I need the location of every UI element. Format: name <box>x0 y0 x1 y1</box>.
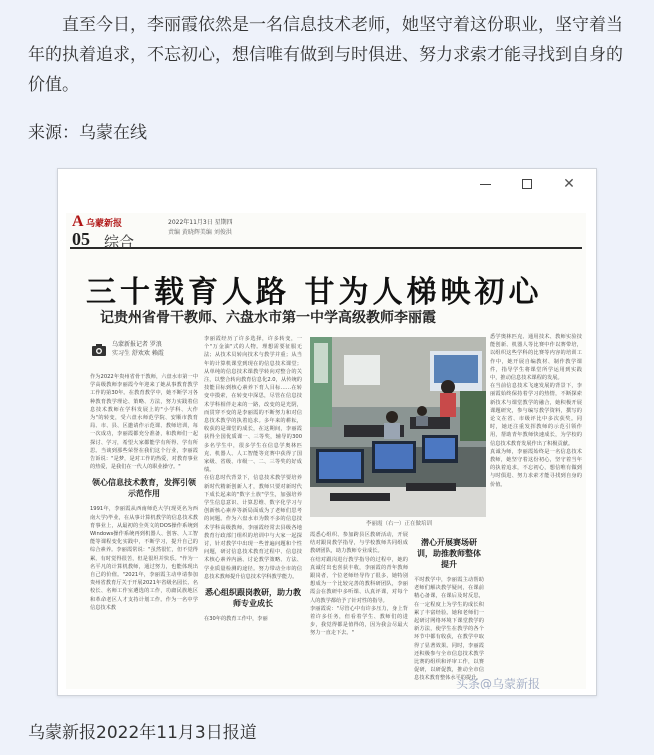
byline <box>90 339 210 367</box>
brand-logo-text: 乌蒙新报 <box>86 219 123 229</box>
classroom-photo <box>310 337 486 517</box>
image-viewer-window <box>57 168 597 696</box>
article-column-1 <box>90 373 198 683</box>
column-paragraph: 平时教学中，李丽霞主动帮助老师们解决教学疑问，在课前精心备课，在课后及时反思，在一定程度上为学生的成长积累了丰富经验。她和老师们一起研讨网络环境下课堂教学的新方法，使学生在教学的各个环节中都有收获，在教学中取得了显著效果。同时，李丽霞还积极参与全市信息技术教学比赛的组织和评审工作，以赛促研，以研促教，推动全市信息技术教育整体水平的提升。 <box>414 577 484 682</box>
intro-paragraph: 直至今日，李丽霞依然是一名信息技术老师，她坚守着这份职业，坚守着当年的执着追求，不忘初心，想信唯有做到与时俱进、努力求索才能寻找到自身的价值。 <box>28 15 623 95</box>
photo-caption: 李丽霞（右一）正在做培训 <box>366 521 433 527</box>
byline-reporter: 乌蒙新报记者 罗浪 <box>112 341 162 348</box>
column-paragraph: 悉学奥林匹克、通用技术、教师实验技能创新、机器人等比赛中作以赛带培，以组织这些学科的比赛等内容的培训工作中，她开展自编教材、制作教学课件，指导学生将课堂所学运用到实践中，推动信息技术课程的发展。 <box>490 334 582 382</box>
newspaper-page <box>66 213 586 689</box>
column-paragraph: 霞悉心组织、参加跨县区教研活动，开展结对跟岗教学指导，与学校教师共同组成教研团队，助力教师专业成长。 <box>310 532 408 555</box>
column-paragraph: 在30年的教育工作中，李丽 <box>204 616 268 623</box>
issue-date: 2022年11月3日 星期四 <box>168 219 233 226</box>
article-headline: 三十载育人路 甘为人梯映初心 <box>86 275 543 310</box>
column-paragraph: 作为2022年贵州省骨干教师，六盘水市第一中学高级教师李丽霞今年迎来了她从事教育教学工作的第30年。在教育教学中，她不断学习各种教育教学理论、策略、方法，努力实践着信息技术教师在学科发展上的"小学科、大作为"的转变，受六盘水师范学院、安顺市教育局、市、县、区邀请作示范课、教师培训，每一次成功，李丽霞都充分准备，和教师们一起探讨、学习，希望大家都能学有所得、学有所思。当谈到那些荣誉在我们这个行业，李丽霞告诉说："是梦，是对工作的热爱，对教育事业的热爱，是我们在一代人的职业操守。" <box>90 374 198 471</box>
column-paragraph: 1991年，李丽霞从西南师范大学(现更名为西南大学)毕业，在从事计算机教学的信息技术教育事业上，从最初的全英文的DOS操作系统到Windows操作系统再到机器人、创客、人工智能等课程变化实践中，不断学习，提升自己的综合素养。李丽霞常说："虽然很忙，但不觉得累，有时觉得很苦，但是很坦并快乐。"作为一名平凡的计算机教师，通过努力，也能体现出自己的价值。"2021年，李丽霞主动申请参加贵州省教育厅关于开展2021年省级名园长、名校长、名师工作室遴选的工作，功庸民族地区和革命老区人才支持计划工作。作为一名中学信息技术教 <box>90 506 198 611</box>
article-subheadline: 记贵州省骨干教师、六盘水市第一中学高级教师李丽霞 <box>100 310 436 326</box>
classroom-photo-illustration <box>310 337 486 517</box>
article-column-5 <box>490 333 582 683</box>
page-letter: A <box>72 213 84 230</box>
article-column-2 <box>204 335 302 683</box>
minimize-icon[interactable] <box>466 170 504 198</box>
byline-interns: 实习生 舒欢欢 赖霞 <box>112 350 164 357</box>
newspaper-masthead <box>70 213 582 249</box>
page-number: 05 <box>72 229 90 249</box>
column-subheading: 潜心开展赛场研训，助推教师整体提升 <box>417 538 481 569</box>
column-paragraph: 在当前信息技术飞速发展的背景下，李丽霞始终保持着学习的热情，不断探索新技术与课堂教学的融合，她积极开展课题研究，参与编写教学资料，撰写的论文在省、市级评比中多次获奖。同时，她还注重发挥教师的示范引领作用，帮助青年教师快速成长，为学校的信息技术教育发展作出了积极贡献。 <box>490 383 582 447</box>
camera-icon <box>90 341 108 359</box>
column-paragraph: 在信息时代背景下，信息技术教学要培养新时代精新创新人才，教师只要对新时代下成长起来的"数字土族"学生，加强培养学生信息意识、计算思维、数字化学习与创新核心素养等新局面成为了老师们思考的问题。作为六盘水市为数不多的信息技术学科高级教师，李丽霞经常去县级各地教育行政部门组织的培训中与大家一起探讨，针对教学中出现一些普遍问题和个性问题，研讨信息技术教育过程中、信息技术核心素养内涵、讨论教学策略、方法、学业质量检测的途径。努力带动全市的信息技术教师提升信息技术学科教学能力。 <box>204 475 302 580</box>
window-titlebar <box>58 169 596 199</box>
column-subheading: 领心信息技术教育，发挥引领示范作用 <box>92 478 196 499</box>
column-paragraph: 真诚为师，李丽霞始终是一名信息技术教师，她坚守着这份初心，坚守着当年的执着追求，不忘初心，想信唯有做到与时俱进、努力求索才能寻找到自身的价值。 <box>490 448 582 488</box>
column-paragraph: 在结对跟岗进行教学指导的过程中，她的真诚付出也喜获丰收，李丽霞的青年教师跟岗者，个位老师经导待了很多，她特别想成为一个比较完善的教科研团队，李丽霞会在教研中多听课、认真评课，对每个人的教学都给予了针对性的指导。 <box>310 556 408 604</box>
column-paragraph: 李丽霞经历了许多选择，许多转变，一个"万金油"式的人物。理想需要征服无法；从技术员转向技术与教学并重；从当年的计算机课堂到现在的信息技术课堂；从单纯的信息技术课教学转向对整合的关注，以整合转向教育信息化2.0，从传统的技能目标到核心素养下育人目标……在转变中摸索，在转变中深思，尽管在信息技术学科相伴走来的一路，改变的是光阴，而贯穿不变的是李丽霞的不断努力和对信息技术教学的执着追求。多年来的耕耘，收获的是课堂的成长，在这期间，李丽霞获得全国优质课一、三等奖，辅导的300多名学生中，很多学生在信息学奥林匹克、机器人、人工智能等竞赛中获得了国家级、省级、市级一、二、三等奖的好成绩。 <box>204 336 302 474</box>
article-column-4 <box>414 531 484 683</box>
article-column-3 <box>310 531 408 683</box>
column-subheading: 悉心组织跟岗教研，助力教师专业成长 <box>205 588 301 609</box>
close-icon[interactable]: ✕ <box>563 176 575 192</box>
image-caption: 乌蒙新报2022年11月3日报道 <box>28 723 257 743</box>
source-line: 来源：乌蒙在线 <box>28 123 147 143</box>
editors-line: 责编 黄晓辉美编 刘俊洪 <box>168 229 232 236</box>
section-name: 综合 <box>104 233 135 251</box>
column-paragraph: 李丽霞说："尽管心中有许多压力，身上背着许多任务，但看着学生、教师们的进步，我觉得都是值得的，因为我会尽最大努力一直走下去。" <box>310 605 408 637</box>
watermark: 头条@乌蒙新报 <box>456 677 541 689</box>
maximize-icon[interactable] <box>508 170 546 198</box>
